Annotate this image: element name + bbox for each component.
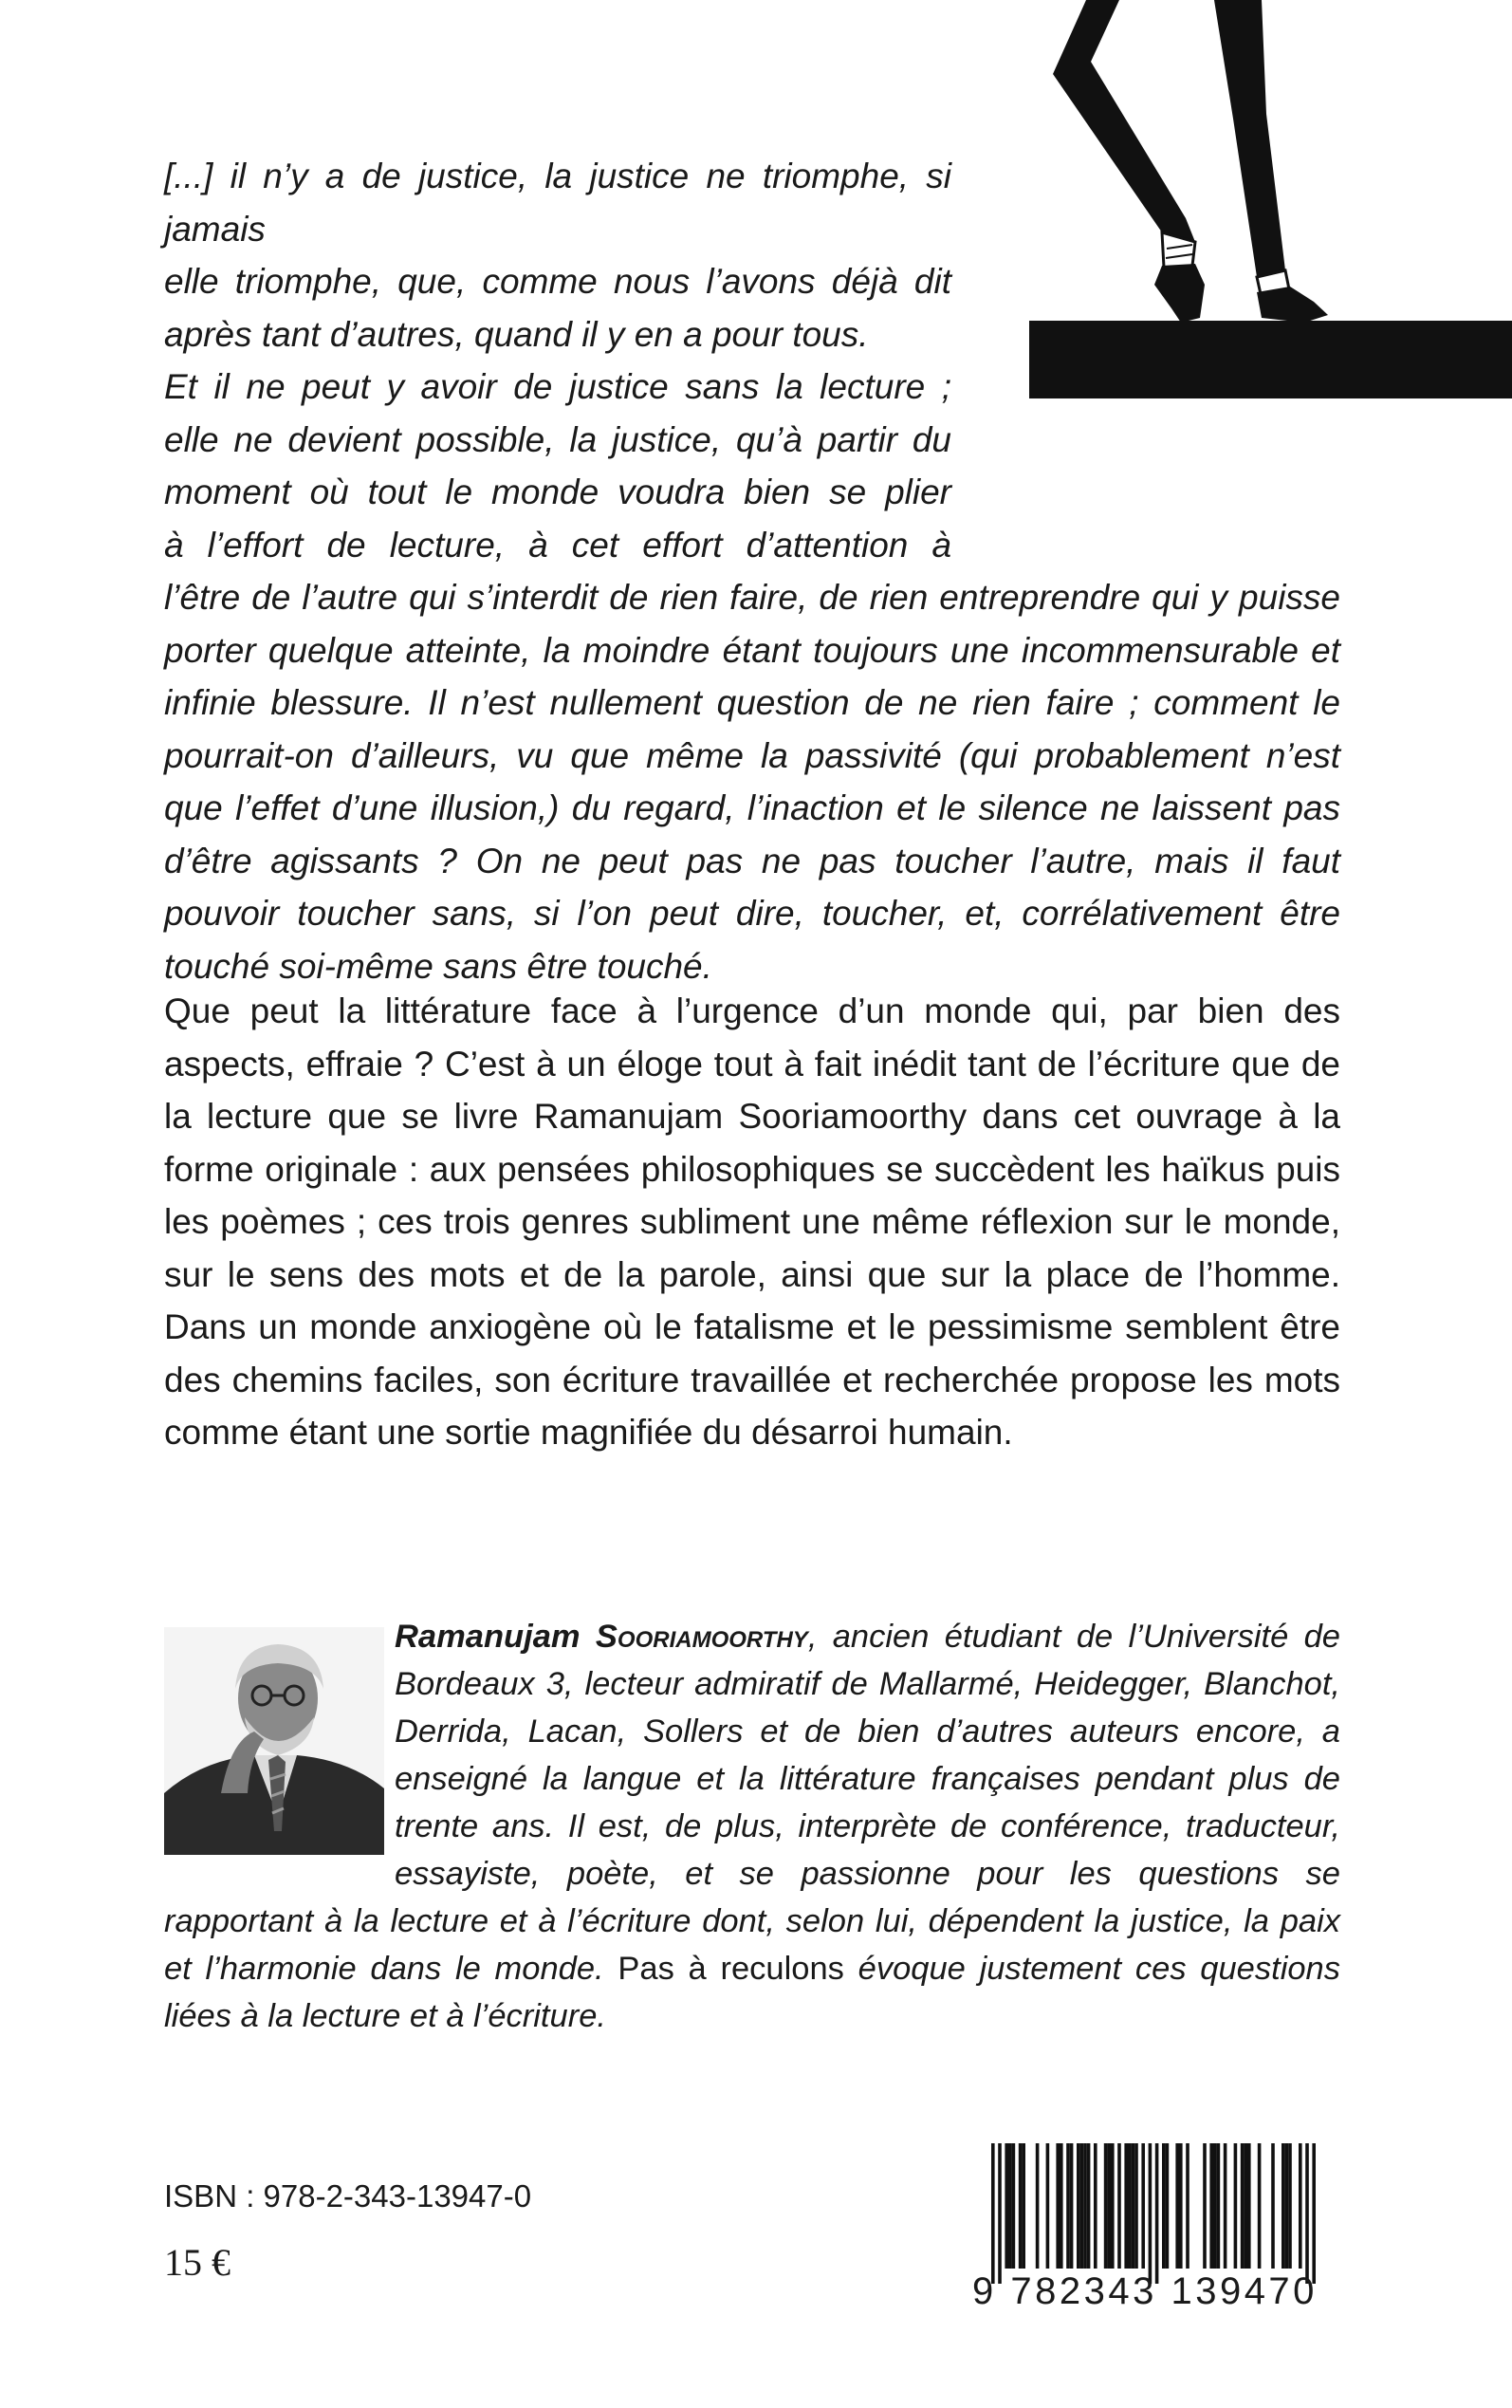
book-summary: Que peut la littérature face à l’urgence d’un monde qui, par bien des aspects, effraie ? C’est à un éloge tout à fait inédit tant de l’écriture que de la lecture que se livre Ramanujam Sooriamoorthy dans cet ouvrage à la forme originale : aux pensées philosophiques se succèdent les haïkus puis les poèmes ; ces trois genres subliment une même réflexion sur le monde, sur le sens des mots et de la parole, ainsi que sur la place de l’homme. Dans un monde anxiogène où le fatalisme et le pessimisme semblent être des chemins faciles, son écriture travaillée et recherchée propose les mots comme étant une sortie magnifiée du désarroi humain. [164, 991, 1340, 1452]
barcode-bar [1186, 2143, 1189, 2269]
barcode-digits: 9 782343 139470 [972, 2270, 1318, 2312]
barcode-bar [1012, 2143, 1016, 2269]
isbn: ISBN : 978-2-343-13947-0 [164, 2178, 532, 2214]
barcode-bar [1166, 2143, 1170, 2269]
barcode-bar [1234, 2143, 1238, 2269]
barcode-bar [1162, 2143, 1166, 2269]
barcode-bar [1066, 2143, 1070, 2269]
author-last-name: Sooriamoorthy [595, 1619, 808, 1655]
quote-line: elle ne devient possible, la justice, qu’à partir du [164, 419, 951, 459]
price: 15 € [164, 2241, 230, 2284]
barcode-bar [1244, 2143, 1247, 2269]
barcode-bar [1258, 2143, 1262, 2269]
barcode-bar [1046, 2143, 1050, 2269]
barcode-bar [1213, 2143, 1217, 2269]
barcode-bar [1111, 2143, 1115, 2269]
barcode-bar [1241, 2143, 1245, 2269]
barcode-bar [1080, 2143, 1084, 2269]
barcode-bar [1155, 2143, 1159, 2284]
ean13-barcode [970, 2139, 1336, 2316]
barcode-bar [1117, 2143, 1121, 2269]
quote-line: après tant d’autres, quand il y en a pour tous. [164, 314, 869, 354]
photo-spacer [164, 1613, 395, 1898]
quote-continuation: l’être de l’autre qui s’interdit de rien faire, de rien entreprendre qui y puisse porter quelque atteinte, la moindre étant toujours une incommensurable et infinie blessure. Il n’est nullement question de ne rien faire ; comment le pourrait-on d’ailleurs, vu que même la passivité (qui probablement n’est que l’effet d’une illusion,) du regard, l’inaction et le silence ne laissent pas d’être agissants ? On ne peut pas ne pas toucher l’autre, mais il faut pouvoir toucher sans, si l’on peut dire, toucher, et, corrélativement être touché soi-même sans être touché. [164, 578, 1340, 986]
quote-line: elle triomphe, que, comme nous l’avons déjà dit [164, 262, 951, 301]
author-bio-text: , ancien étudiant de l’Université de Bordeaux 3, lecteur admiratif de Mallarmé, Heidegger, Blanchot, Derrida, Lacan, Sollers et de bien d’autres auteurs encore, a enseigné la langue et la littérature françaises pendant plus de trente ans. Il est, de plus, interprète de conférence, traducteur, essayiste, poète, et se passionne pour les questions se rapportant à la lecture et à l’écriture dont, selon lui, dépendent la justice, la paix et l’harmonie dans le monde. [164, 1619, 1340, 1987]
quote-line: moment où tout le monde voudra bien se plier [164, 472, 951, 511]
barcode-bar [1285, 2143, 1289, 2269]
barcode-bar [1175, 2143, 1179, 2269]
barcode-bar [1124, 2143, 1128, 2269]
book-title: Pas à reculons [618, 1951, 844, 1987]
barcode-bar [1282, 2143, 1285, 2269]
author-bio-closing: évoque justement ces questions liées à la lecture et à l’écriture. [164, 1951, 1340, 2034]
barcode-bar [1104, 2143, 1108, 2269]
barcode-bar [991, 2143, 995, 2284]
barcode-bar [1094, 2143, 1097, 2269]
barcode-bar [1056, 2143, 1060, 2269]
barcode-bar [1077, 2143, 1080, 2269]
barcode-bar [1203, 2143, 1207, 2269]
barcode-bar [1008, 2143, 1012, 2269]
barcode-bar [1087, 2143, 1091, 2269]
quote-line: Et il ne peut y avoir de justice sans la lecture ; [164, 367, 951, 406]
barcode-bar [1070, 2143, 1074, 2269]
barcode-bar [1132, 2143, 1135, 2269]
barcode-bar [1022, 2143, 1025, 2269]
quote-line: à l’effort de lecture, à cet effort d’attention à [164, 525, 951, 565]
barcode-bar [1312, 2143, 1316, 2284]
barcode-bar [1083, 2143, 1087, 2269]
barcode-bar [1217, 2143, 1221, 2269]
author-bio [164, 1613, 1340, 2040]
quote-block [164, 150, 1350, 992]
barcode-bar [1107, 2143, 1111, 2269]
barcode-bar [1134, 2143, 1138, 2269]
barcode-bar [1224, 2143, 1227, 2269]
barcode-bar [1128, 2143, 1132, 2269]
barcode-bar [998, 2143, 1002, 2284]
barcode-bar [1060, 2143, 1063, 2269]
quote-line: [...] il n’y a de justice, la justice ne triomphe, si jamais [164, 157, 951, 249]
author-first-name: Ramanujam [395, 1619, 581, 1655]
barcode-bar [1209, 2143, 1213, 2269]
barcode-bar [1036, 2143, 1040, 2269]
barcode-bar [1247, 2143, 1251, 2269]
barcode-bar [1271, 2143, 1275, 2269]
barcode-bar [1305, 2143, 1309, 2284]
barcode-bar [1141, 2143, 1145, 2269]
barcode-bar [1288, 2143, 1292, 2269]
barcode-bar [1179, 2143, 1183, 2269]
barcode-bar [1019, 2143, 1023, 2269]
barcode-bar [1005, 2143, 1008, 2269]
barcode-bar [1149, 2143, 1152, 2284]
barcode-bar [1299, 2143, 1302, 2269]
